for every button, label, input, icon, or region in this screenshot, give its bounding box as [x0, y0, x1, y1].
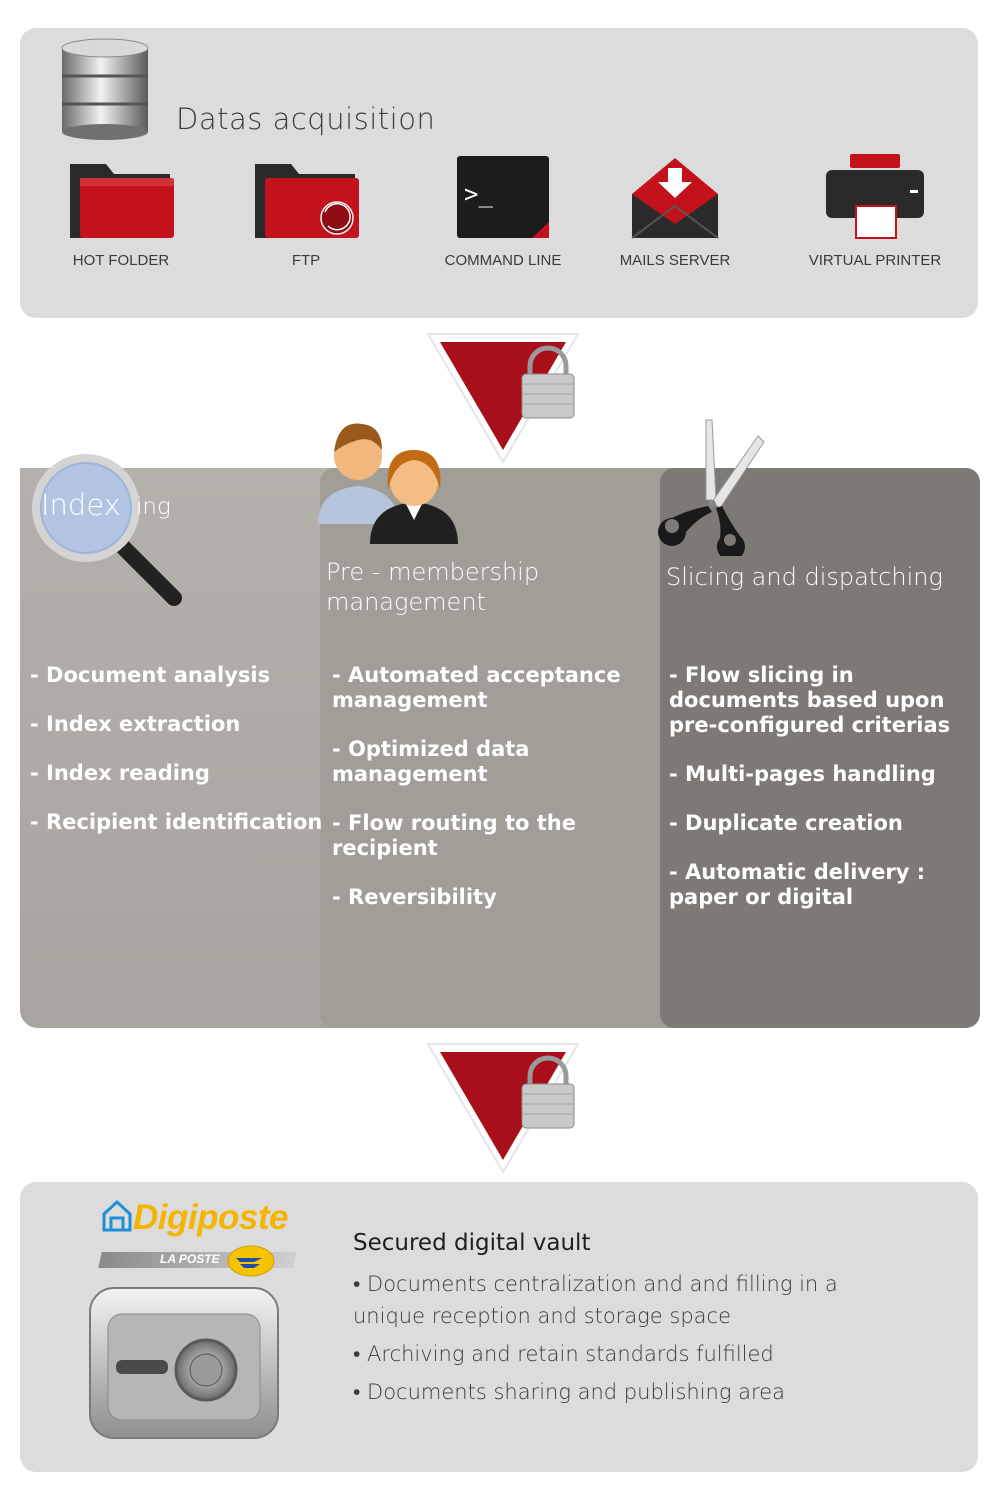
- mail-icon: [620, 150, 730, 246]
- indexing-title-magnified: Index: [41, 488, 121, 522]
- source-ftp[interactable]: [221, 150, 391, 269]
- source-label: MAILS SERVER: [619, 252, 731, 269]
- list-item: - Flow routing to the recipient: [332, 811, 576, 860]
- source-label: VIRTUAL PRINTER: [808, 252, 942, 269]
- source-label: COMMAND LINE: [444, 252, 562, 269]
- indexing-list: [30, 663, 330, 859]
- list-item: - Document analysis: [30, 663, 271, 687]
- slicing-title: Slicing and dispatching: [666, 563, 943, 591]
- list-item: • Documents centralization and and filling in a unique reception and storage space: [353, 1268, 913, 1332]
- vault-feature-list: [353, 1268, 913, 1414]
- source-command-line[interactable]: [418, 150, 588, 269]
- terminal-icon: [448, 150, 558, 246]
- list-item: - Recipient identification: [30, 810, 323, 834]
- membership-list: [332, 663, 632, 934]
- people-icon: [314, 412, 464, 548]
- list-item: • Documents sharing and publishing area: [353, 1376, 913, 1408]
- vault-title: Secured digital vault: [353, 1230, 591, 1256]
- list-item: - Duplicate creation: [669, 811, 903, 835]
- source-virtual-printer[interactable]: [790, 150, 960, 269]
- hot-folder-icon: [66, 150, 176, 246]
- printer-icon: [820, 150, 930, 246]
- source-hot-folder[interactable]: [36, 150, 206, 269]
- list-item: - Automatic delivery : paper or digital: [669, 860, 926, 909]
- indexing-title-rest: ing: [136, 494, 171, 520]
- source-label: FTP: [291, 252, 321, 269]
- list-item: • Archiving and retain standards fulfilled: [353, 1338, 913, 1370]
- list-item: - Multi-pages handling: [669, 762, 936, 786]
- list-item: - Automated acceptance management: [332, 663, 621, 712]
- list-item: - Index reading: [30, 761, 210, 785]
- list-item: - Reversibility: [332, 885, 497, 909]
- magnifier-icon: [28, 452, 188, 612]
- source-label: HOT FOLDER: [72, 252, 170, 269]
- terminal-glyph: >_: [464, 180, 493, 208]
- acquisition-title: Datas acquisition: [176, 102, 436, 136]
- list-item: - Flow slicing in documents based upon pre-configured criterias: [669, 663, 951, 737]
- laposte-label: LA POSTE: [160, 1252, 220, 1266]
- safe-icon: [86, 1284, 282, 1444]
- slicing-list: [669, 663, 974, 934]
- source-mails-server[interactable]: [590, 150, 760, 269]
- digiposte-logo: Digiposte: [133, 1198, 288, 1237]
- membership-title: Pre - membership management: [326, 558, 540, 616]
- laposte-bird-icon: [226, 1244, 276, 1278]
- list-item: - Index extraction: [30, 712, 241, 736]
- ftp-folder-icon: [251, 150, 361, 246]
- list-item: - Optimized data management: [332, 737, 530, 786]
- down-arrow-lock: [426, 1042, 586, 1174]
- house-logo-icon: [100, 1198, 134, 1234]
- database-icon: [58, 36, 152, 140]
- scissors-icon: [650, 418, 770, 556]
